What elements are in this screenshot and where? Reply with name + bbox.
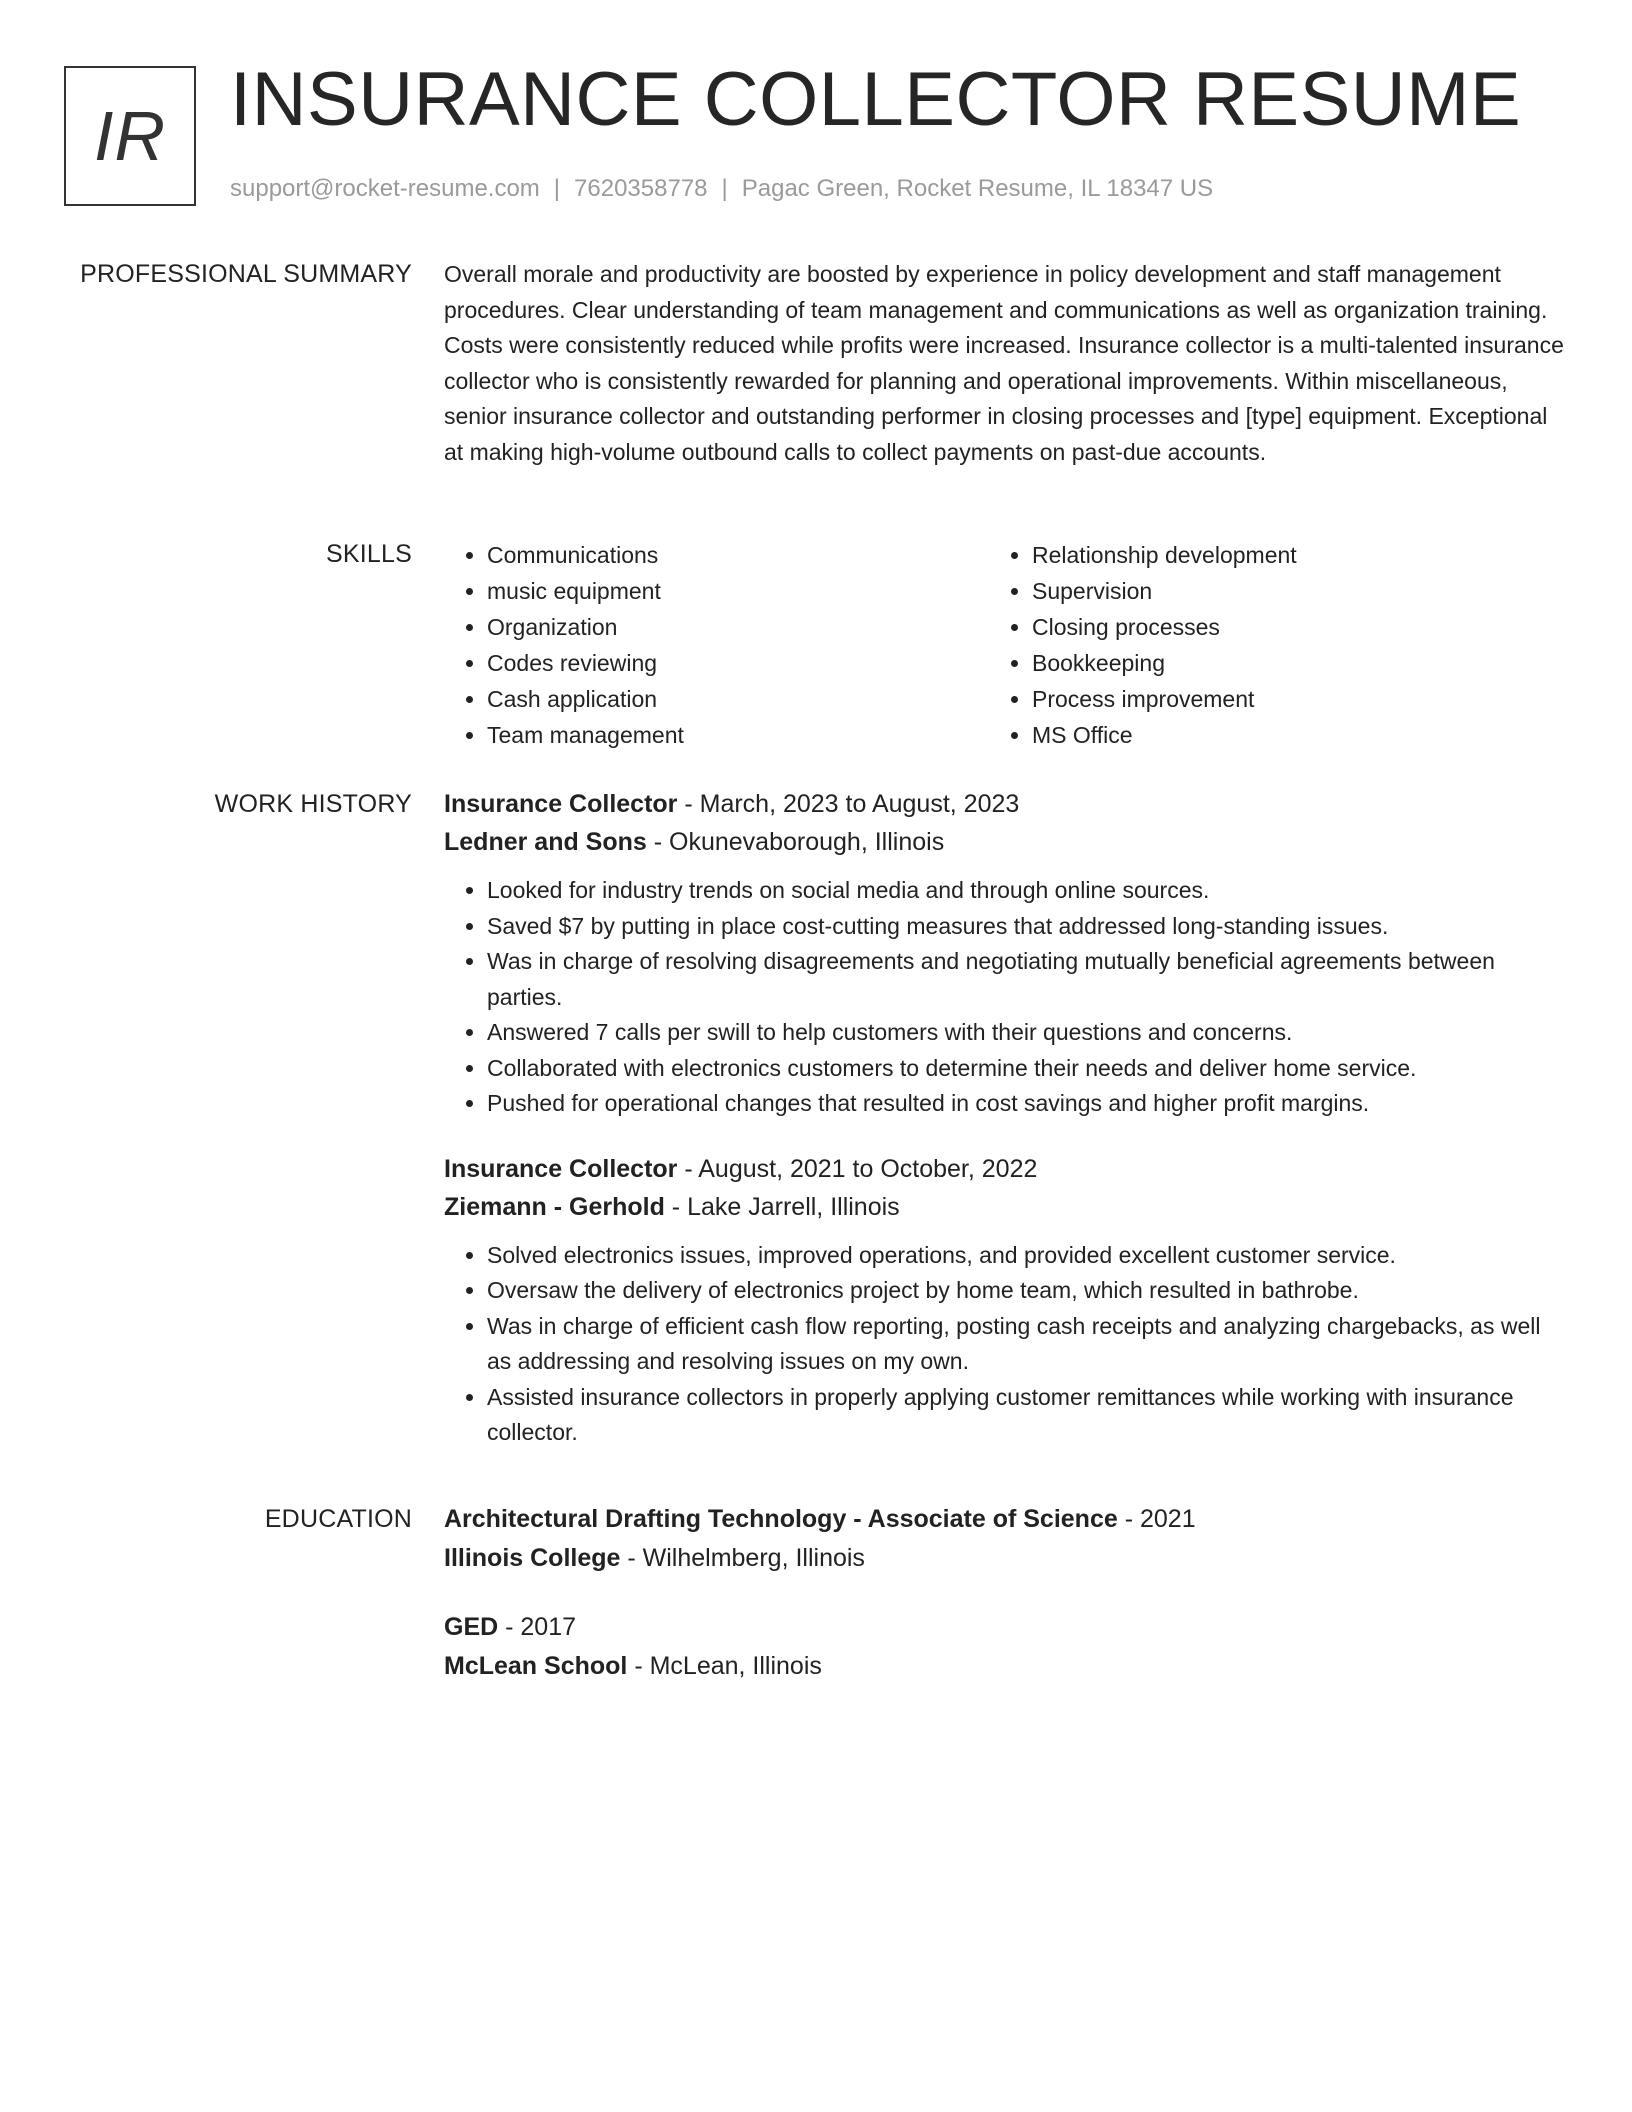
job-dates: - August, 2021 to October, 2022 <box>677 1154 1038 1183</box>
section-label-education: EDUCATION <box>264 1505 412 1533</box>
job-bullets <box>444 1238 1564 1451</box>
job-title: Insurance Collector <box>444 790 678 818</box>
skill-item: • Process improvement <box>1032 681 1534 717</box>
contact-email: support@rocket-resume.com <box>230 175 540 202</box>
job-company-line <box>444 1188 1564 1226</box>
job-company-line <box>444 823 1564 861</box>
job-entry <box>444 1150 1564 1451</box>
section-label-summary: PROFESSIONAL SUMMARY <box>80 260 412 288</box>
summary-text: Overall morale and productivity are boosted by experience in policy development and staff management procedures. Clear understanding of team management and communications as well as organization training. Costs were consistently reduced while profits were increased. Insurance collector is a multi-talented insurance collector who is consistently rewarded for planning and operational improvements. Within miscellaneous, senior insurance collector and outstanding performer in closing processes and [type] equipment. Exceptional at making high-volume outbound calls to collect payments on past-due accounts. <box>444 261 1564 465</box>
contact-separator: | <box>721 175 728 202</box>
education-school: Illinois College <box>444 1544 621 1572</box>
education-degree: GED <box>444 1613 499 1641</box>
job-bullet: • Saved $7 by putting in place cost-cutting measures that addressed long-standing issues. <box>487 909 1564 945</box>
education-school-line <box>444 1647 1564 1686</box>
section-label-work-history: WORK HISTORY <box>214 790 412 818</box>
skill-item: • Supervision <box>1032 573 1534 609</box>
summary-content <box>444 257 1564 470</box>
job-title: Insurance Collector <box>444 1154 678 1183</box>
job-dates: - March, 2023 to August, 2023 <box>677 790 1020 818</box>
contact-separator: | <box>553 175 561 202</box>
skill-item: • Codes reviewing <box>487 645 989 681</box>
education-entry <box>444 1500 1564 1578</box>
education-degree-line <box>444 1608 1564 1647</box>
job-title-line <box>444 1150 1564 1188</box>
monogram-initials: IR <box>94 97 166 175</box>
education-degree: Architectural Drafting Technology - Associate of Science <box>444 1505 1118 1533</box>
skill-item: • Communications <box>487 537 989 573</box>
section-label-skills: SKILLS <box>326 540 412 568</box>
contact-line <box>230 172 1213 206</box>
education-year: - 2021 <box>1117 1505 1196 1533</box>
job-bullet: • Oversaw the delivery of electronics project by home team, which resulted in bathrobe. <box>487 1273 1564 1309</box>
education-school-line <box>444 1539 1564 1578</box>
job-entry <box>444 785 1564 1122</box>
contact-address: Pagac Green, Rocket Resume, IL 18347 US <box>741 175 1214 202</box>
skills-grid <box>444 537 1564 753</box>
work-history-content <box>444 785 1564 1479</box>
skill-item: • Organization <box>487 609 989 645</box>
skill-item: • MS Office <box>1032 717 1534 753</box>
job-location: - Okunevaborough, Illinois <box>646 828 945 856</box>
education-degree-line <box>444 1500 1564 1539</box>
education-year: - 2017 <box>498 1613 577 1641</box>
education-entry <box>444 1608 1564 1686</box>
skills-content <box>444 537 1564 753</box>
skills-list-right <box>989 537 1534 753</box>
job-location: - Lake Jarrell, Illinois <box>664 1192 900 1221</box>
skills-list-left <box>444 537 989 753</box>
job-bullet: • Pushed for operational changes that resulted in cost savings and higher profit margins. <box>487 1086 1564 1122</box>
job-bullet: • Looked for industry trends on social media and through online sources. <box>487 873 1564 909</box>
job-bullet: • Was in charge of efficient cash flow reporting, posting cash receipts and analyzing chargebacks, as well as addressing and resolving issues on my own. <box>487 1309 1564 1380</box>
job-bullet: • Assisted insurance collectors in properly applying customer remittances while working with insurance collector. <box>487 1380 1564 1451</box>
education-school: McLean School <box>444 1652 628 1680</box>
skill-item: • Cash application <box>487 681 989 717</box>
skill-item: • Bookkeeping <box>1032 645 1534 681</box>
contact-phone: 7620358778 <box>574 175 708 202</box>
skill-item: • Team management <box>487 717 989 753</box>
job-company: Ledner and Sons <box>444 828 647 856</box>
job-title-line <box>444 785 1564 823</box>
education-content <box>444 1500 1564 1716</box>
skill-item: • Relationship development <box>1032 537 1534 573</box>
education-location: - Wilhelmberg, Illinois <box>620 1544 865 1572</box>
monogram-box <box>64 66 196 206</box>
job-bullet: • Collaborated with electronics customers to determine their needs and deliver home service. <box>487 1051 1564 1087</box>
education-location: - McLean, Illinois <box>627 1652 822 1680</box>
skill-item: • Closing processes <box>1032 609 1534 645</box>
skill-item: • music equipment <box>487 573 989 609</box>
job-bullet: • Was in charge of resolving disagreements and negotiating mutually beneficial agreements between parties. <box>487 944 1564 1015</box>
job-bullet: • Solved electronics issues, improved operations, and provided excellent customer service. <box>487 1238 1564 1274</box>
job-bullets <box>444 873 1564 1122</box>
job-company: Ziemann - Gerhold <box>444 1192 665 1221</box>
job-bullet: • Answered 7 calls per swill to help customers with their questions and concerns. <box>487 1015 1564 1051</box>
resume-title: INSURANCE COLLECTOR RESUME <box>230 57 1522 142</box>
